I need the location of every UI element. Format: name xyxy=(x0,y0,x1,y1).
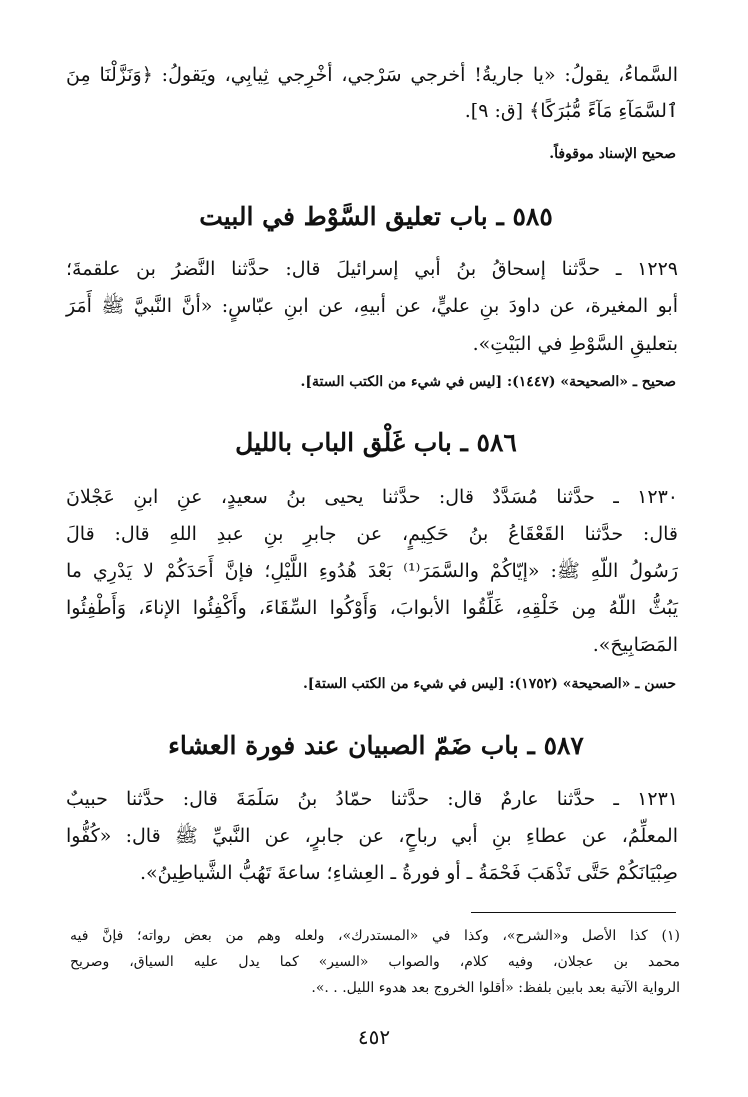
grade-note: حسن ـ «الصحيحة» (١٧٥٢): [ليس في شيء من الكتب الستة]. xyxy=(302,676,676,692)
text-line: المَصَابِيحَ». xyxy=(592,634,678,656)
text-line: بتعليقِ السَّوْطِ في البَيْتِ». xyxy=(472,333,678,355)
text-line: ١٢٣١ ـ حدَّثنا عارمٌ قال: حدَّثنا حمّادُ بنُ سَلَمَةَ قال: حدَّثنا حبيبٌ xyxy=(66,788,678,810)
page-number: ٤٥٢ xyxy=(357,1025,391,1049)
text-line: صِبْيَانَكُمْ حَتَّى تَذْهَبَ فَحْمَةُ ـ أو فورةُ ـ العِشاءِ؛ ساعةَ تَهُبُّ الشَّياطِينُ». xyxy=(139,862,678,884)
text-line: ١٢٣٠ ـ حدَّثنا مُسَدَّدٌ قال: حدَّثنا يحيى بنُ سعيدٍ، عنِ ابنِ عَجْلانَ xyxy=(66,486,678,508)
footnote-line: (١) كذا الأصل و«الشرح»، وكذا في «المستدرك»، ولعله وهم من بعض رواته؛ فإنَّ فيه xyxy=(70,928,680,944)
chapter-heading: ٥٨٧ ـ باب ضَمّ الصبيان عند فورة العشاء xyxy=(168,731,584,760)
footnote-line: الرواية الآتية بعد بابين بلفظ: «أقلوا الخروج بعد هدوء الليل. . .». xyxy=(311,980,680,996)
text-line: المعلِّمُ، عن عطاءِ بنِ أبي رباحٍ، عن جابرٍ، عن النَّبيِّ ﷺ قال: «كُفُّوا xyxy=(66,825,678,847)
text-line: ١٢٢٩ ـ حدَّثنا إسحاقُ بنُ أبي إسرائيلَ قال: حدَّثنا النَّضرُ بن علقمةَ؛ xyxy=(66,258,678,280)
text-line: قال: حدَّثنا القَعْقَاعُ بنُ حَكِيمٍ، عن جابرِ بنِ عبدِ اللهِ قال: قالَ xyxy=(66,523,678,545)
grade-note: صحيح الإسناد موقوفاً. xyxy=(549,146,676,162)
text-line: رَسُولُ اللّهِ ﷺ: «إيّاكُمْ والسَّمَرَ⁽¹⁾ بَعْدَ هُدُوءِ اللَّيْلِ؛ فإنَّ أَحَدَكُمْ لا يَدْرِي ما xyxy=(66,560,678,582)
footnote-separator xyxy=(471,912,676,913)
text-line: السَّماءُ، يقولُ: «يا جاريةُ! أخرجي سَرْجي، أخْرِجي ثِيابِي، ويَقولُ: ﴿وَنَزَّلْنَا مِنَ xyxy=(66,64,678,86)
text-line: أبو المغيرة، عن داودَ بنِ عليٍّ، عن أبيهِ، عن ابنِ عبّاسٍ: «أنَّ النَّبيَّ ﷺ أَمَرَ xyxy=(66,295,678,317)
grade-note: صحيح ـ «الصحيحة» (١٤٤٧): [ليس في شيء من الكتب الستة]. xyxy=(300,374,676,390)
text-line: ٱلسَّمَآءِ مَآءً مُّبَٰرَكًا﴾ [ق: ٩]. xyxy=(464,100,678,122)
footnote-line: محمد بن عجلان، وفيه كلام، والصواب «السير» كما يدل عليه السياق، وصريح xyxy=(70,954,680,970)
chapter-heading: ٥٨٥ ـ باب تعليق السَّوْط في البيت xyxy=(199,202,553,231)
chapter-heading: ٥٨٦ ـ باب غَلْق الباب بالليل xyxy=(235,428,517,457)
text-line: يَبُثُّ اللّهُ مِن خَلْقِهِ، غَلِّقُوا الأبوابَ، وَأَوْكُوا السِّقَاءَ، وأَكْفِئُوا الإناءَ، وَأَطْفِئُوا xyxy=(66,597,678,619)
